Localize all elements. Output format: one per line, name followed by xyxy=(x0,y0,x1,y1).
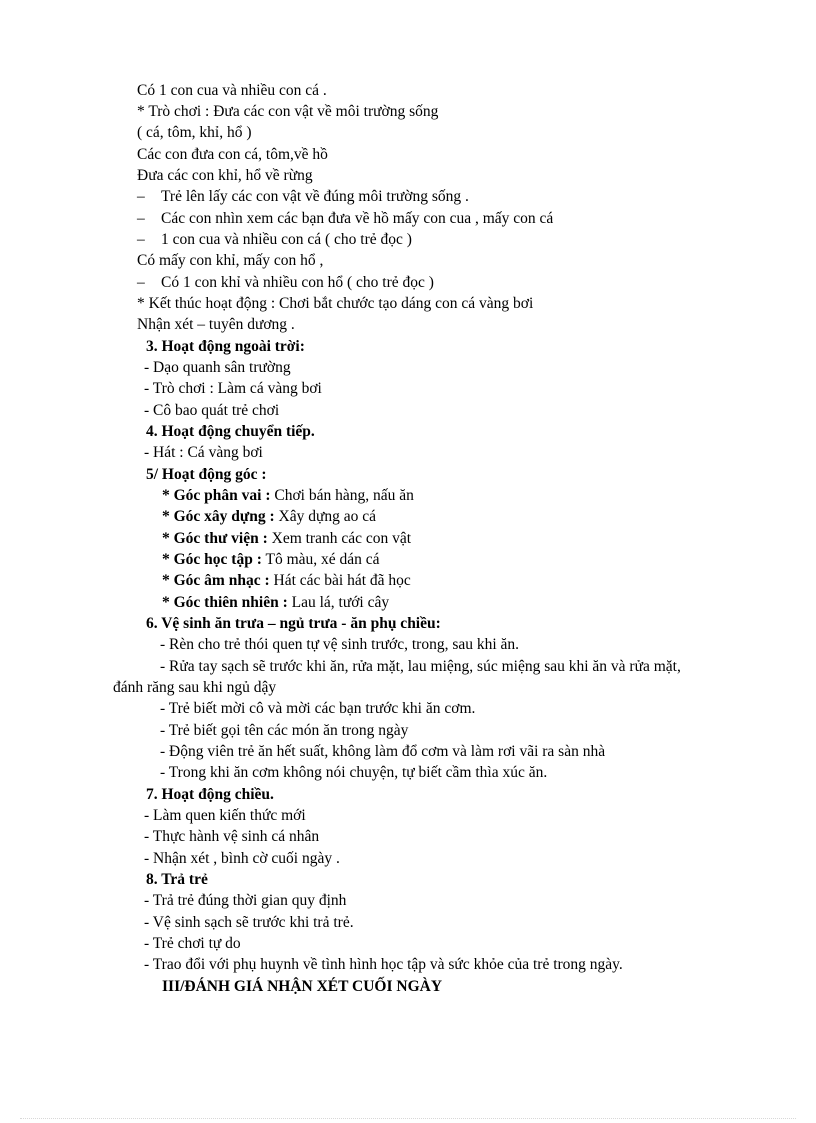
corner-text: Chơi bán hàng, nấu ăn xyxy=(270,487,414,504)
section-heading: 3. Hoạt động ngoài trời: xyxy=(146,338,305,355)
bullet-line xyxy=(137,208,553,229)
list-item: - Thực hành vệ sinh cá nhân xyxy=(144,828,320,845)
corner-text: Lau lá, tưới cây xyxy=(287,594,390,611)
corner-label: * Góc phân vai : xyxy=(162,487,271,504)
text-line: Các con đưa con cá, tôm,về hồ xyxy=(137,146,328,163)
list-item: - Trong khi ăn cơm không nói chuyện, tự biết cầm thìa xúc ăn. xyxy=(160,764,548,781)
dash-marker: – xyxy=(137,188,145,205)
corner-item xyxy=(162,592,389,613)
corner-label: * Góc xây dựng : xyxy=(162,508,275,525)
list-item: - Cô bao quát trẻ chơi xyxy=(144,402,280,419)
text-line: ( cá, tôm, khỉ, hổ ) xyxy=(137,124,252,141)
bullet-line xyxy=(137,229,412,250)
corner-label: * Góc thiên nhiên : xyxy=(162,594,288,611)
list-item: - Vệ sinh sạch sẽ trước khi trả trẻ. xyxy=(144,914,354,931)
bullet-text: Có 1 con khỉ và nhiều con hổ ( cho trẻ đọc ) xyxy=(161,274,434,291)
text-line: Có mấy con khỉ, mấy con hổ , xyxy=(137,252,324,269)
list-item: - Động viên trẻ ăn hết suất, không làm đổ cơm và làm rơi vãi ra sàn nhà xyxy=(160,743,606,760)
list-item: - Nhận xét , bình cờ cuối ngày . xyxy=(144,850,340,867)
corner-item xyxy=(162,506,376,527)
list-item: - Trò chơi : Làm cá vàng bơi xyxy=(144,380,322,397)
corner-item xyxy=(162,549,380,570)
section-heading: 5/ Hoạt động góc : xyxy=(146,466,267,483)
list-item: - Trẻ chơi tự do xyxy=(144,935,241,952)
corner-item xyxy=(162,528,411,549)
list-item: - Rèn cho trẻ thói quen tự vệ sinh trước, trong, sau khi ăn. xyxy=(160,636,520,653)
section-heading: 8. Trả trẻ xyxy=(146,871,208,888)
corner-text: Xem tranh các con vật xyxy=(267,530,412,547)
section-heading: 6. Vệ sinh ăn trưa – ngủ trưa - ăn phụ chiều: xyxy=(146,615,441,632)
list-item: - Trẻ biết mời cô và mời các bạn trước khi ăn cơm. xyxy=(160,700,476,717)
section-heading: 7. Hoạt động chiều. xyxy=(146,786,274,803)
list-item: - Rửa tay sạch sẽ trước khi ăn, rửa mặt, lau miệng, súc miệng sau khi ăn và rửa mặt, xyxy=(160,658,681,675)
bullet-line xyxy=(137,272,434,293)
text-line: * Kết thúc hoạt động : Chơi bắt chước tạo dáng con cá vàng bơi xyxy=(137,295,534,312)
section-heading: 4. Hoạt động chuyển tiếp. xyxy=(146,423,315,440)
list-item: - Dạo quanh sân trường xyxy=(144,359,291,376)
dash-marker: – xyxy=(137,274,145,291)
text-line: * Trò chơi : Đưa các con vật về môi trường sống xyxy=(137,103,439,120)
bullet-text: Trẻ lên lấy các con vật về đúng môi trường sống . xyxy=(161,188,469,205)
final-heading: III/ĐÁNH GIÁ NHẬN XÉT CUỐI NGÀY xyxy=(162,978,443,995)
corner-text: Xây dựng ao cá xyxy=(274,508,377,525)
list-item: - Trả trẻ đúng thời gian quy định xyxy=(144,892,347,909)
bullet-line xyxy=(137,186,469,207)
corner-item xyxy=(162,485,414,506)
dash-marker: – xyxy=(137,210,145,227)
text-line: Nhận xét – tuyên dương . xyxy=(137,316,295,333)
bullet-text: 1 con cua và nhiều con cá ( cho trẻ đọc ) xyxy=(161,231,412,248)
bullet-text: Các con nhìn xem các bạn đưa về hồ mấy con cua , mấy con cá xyxy=(161,210,554,227)
corner-label: * Góc thư viện : xyxy=(162,530,268,547)
list-item: - Trao đổi với phụ huynh về tình hình học tập và sức khỏe của trẻ trong ngày. xyxy=(144,956,623,973)
list-item: - Hát : Cá vàng bơi xyxy=(144,444,263,461)
list-item-continuation: đánh răng sau khi ngủ dậy xyxy=(113,679,277,696)
corner-item xyxy=(162,570,411,591)
text-line: Đưa các con khỉ, hổ về rừng xyxy=(137,167,313,184)
text-line: Có 1 con cua và nhiều con cá . xyxy=(137,82,327,99)
corner-label: * Góc học tập : xyxy=(162,551,262,568)
list-item: - Làm quen kiến thức mới xyxy=(144,807,306,824)
dash-marker: – xyxy=(137,231,145,248)
corner-text: Hát các bài hát đã học xyxy=(269,572,411,589)
corner-text: Tô màu, xé dán cá xyxy=(261,551,380,568)
page-footer-divider xyxy=(20,1118,796,1119)
list-item: - Trẻ biết gọi tên các món ăn trong ngày xyxy=(160,722,409,739)
corner-label: * Góc âm nhạc : xyxy=(162,572,270,589)
